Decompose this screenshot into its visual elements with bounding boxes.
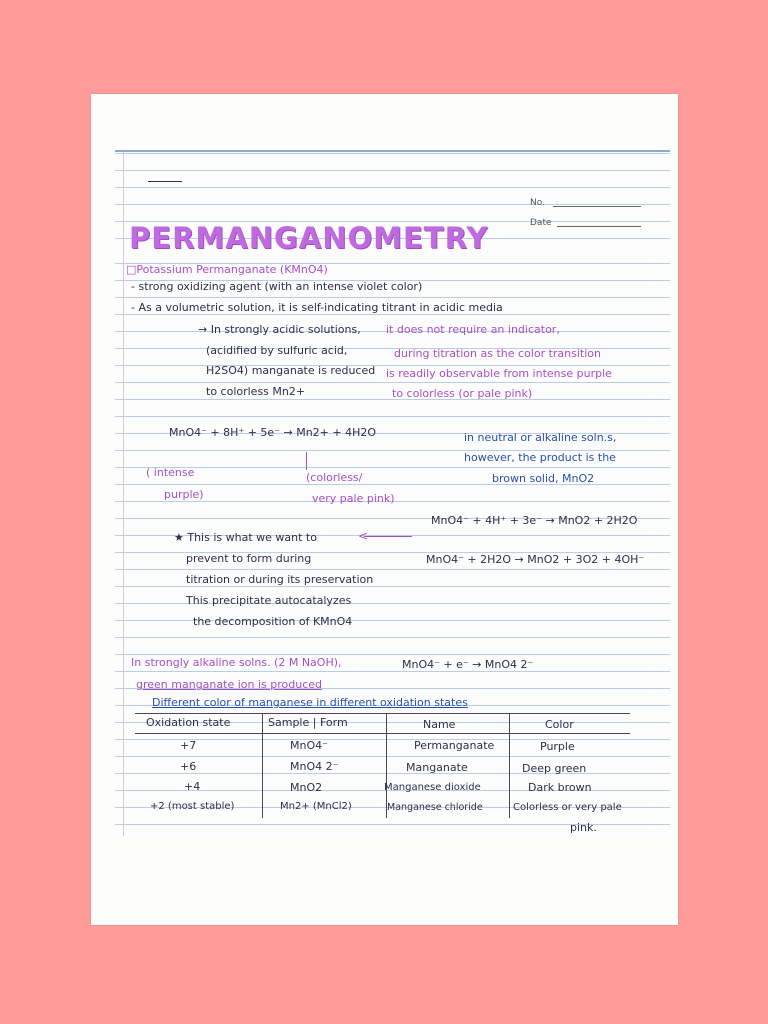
intense-label-2: purple) — [164, 488, 204, 501]
cell-sample: MnO2 — [290, 781, 323, 794]
cell-name: Manganese dioxide — [384, 782, 481, 793]
alkaline-line-1: In strongly alkaline solns. (2 M NaOH), — [131, 656, 342, 669]
star-note-2: prevent to form during — [186, 552, 312, 565]
neutral-line-2: however, the product is the — [464, 451, 616, 464]
cell-sample: MnO4⁻ — [290, 739, 328, 752]
note-line-4b: it does not require an indicator, — [386, 323, 560, 336]
table-col-divider-3 — [509, 714, 510, 818]
table-header-border — [135, 733, 630, 734]
cell-oxidation: +7 — [180, 739, 197, 752]
table-header-oxidation: Oxidation state — [146, 716, 231, 729]
colorless-label-2: very pale pink) — [312, 492, 395, 505]
equation-alkaline: MnO4⁻ + e⁻ → MnO4 2⁻ — [402, 658, 534, 671]
star-note-4: This precipitate autocatalyzes — [186, 594, 352, 607]
table-title: Different color of manganese in different oxidation states — [152, 696, 468, 709]
table-header-name: Name — [423, 718, 456, 731]
star-note-1: ★ This is what we want to — [174, 531, 317, 544]
cell-name: Manganate — [406, 761, 468, 774]
pen-mark — [148, 181, 182, 182]
cell-color: Dark brown — [528, 781, 592, 794]
intense-label-1: ( intense — [146, 466, 195, 479]
colorless-label-1: (colorless/ — [306, 471, 363, 484]
table-col-divider-1 — [262, 714, 263, 818]
note-line-3: - As a volumetric solution, it is self-indicating titrant in acidic media — [131, 301, 503, 314]
neutral-line-1: in neutral or alkaline soln.s, — [464, 431, 617, 444]
neutral-line-3: brown solid, MnO2 — [492, 472, 595, 485]
cell-oxidation: +6 — [180, 760, 197, 773]
arrow-head-icon: < — [358, 529, 369, 543]
margin-line — [123, 152, 124, 836]
cell-oxidation: +2 (most stable) — [150, 801, 235, 812]
bracket-mark — [306, 452, 307, 470]
cell-sample: MnO4 2⁻ — [290, 760, 339, 773]
cell-color: Purple — [540, 740, 575, 753]
cell-color-continued: pink. — [570, 821, 597, 834]
page-title: PERMANGANOMETRY — [129, 221, 489, 255]
cell-oxidation: +4 — [184, 780, 201, 793]
star-note-3: titration or during its preservation — [186, 573, 374, 586]
date-line — [557, 226, 641, 227]
note-line-6a: H2SO4) manganate is reduced — [206, 364, 376, 377]
no-line — [553, 206, 641, 207]
note-line-5a: (acidified by sulfuric acid, — [206, 344, 348, 357]
cell-name: Permanganate — [414, 739, 495, 752]
equation-decomposition: MnO4⁻ + 2H2O → MnO2 + 3O2 + 4OH⁻ — [426, 553, 645, 566]
cell-name: Manganese chloride — [387, 802, 483, 813]
equation-acidic: MnO4⁻ + 8H⁺ + 5e⁻ → Mn2+ + 4H2O — [169, 426, 377, 439]
equation-neutral: MnO4⁻ + 4H⁺ + 3e⁻ → MnO2 + 2H2O — [431, 514, 638, 527]
note-line-7a: to colorless Mn2+ — [206, 385, 306, 398]
note-line-4a: → In strongly acidic solutions, — [198, 323, 361, 336]
no-label: No. — [530, 198, 545, 208]
alkaline-line-2: green manganate ion is produced — [136, 678, 322, 691]
table-header-sample: Sample | Form — [268, 716, 348, 729]
star-note-5: the decomposition of KMnO4 — [193, 615, 353, 628]
table-top-border — [135, 713, 630, 714]
cell-color: Colorless or very pale — [513, 802, 622, 813]
note-line-7b: to colorless (or pale pink) — [392, 387, 533, 400]
note-line-1: □Potassium Permanganate (KMnO4) — [126, 263, 328, 276]
pointer-arrow — [364, 536, 412, 537]
cell-sample: Mn2+ (MnCl2) — [280, 801, 352, 812]
table-header-color: Color — [545, 718, 574, 731]
date-label: Date — [530, 218, 552, 228]
note-line-2: - strong oxidizing agent (with an intense violet color) — [131, 280, 423, 293]
note-line-5b: during titration as the color transition — [394, 347, 602, 360]
cell-color: Deep green — [522, 762, 587, 775]
note-line-6b: is readily observable from intense purple — [386, 367, 612, 380]
